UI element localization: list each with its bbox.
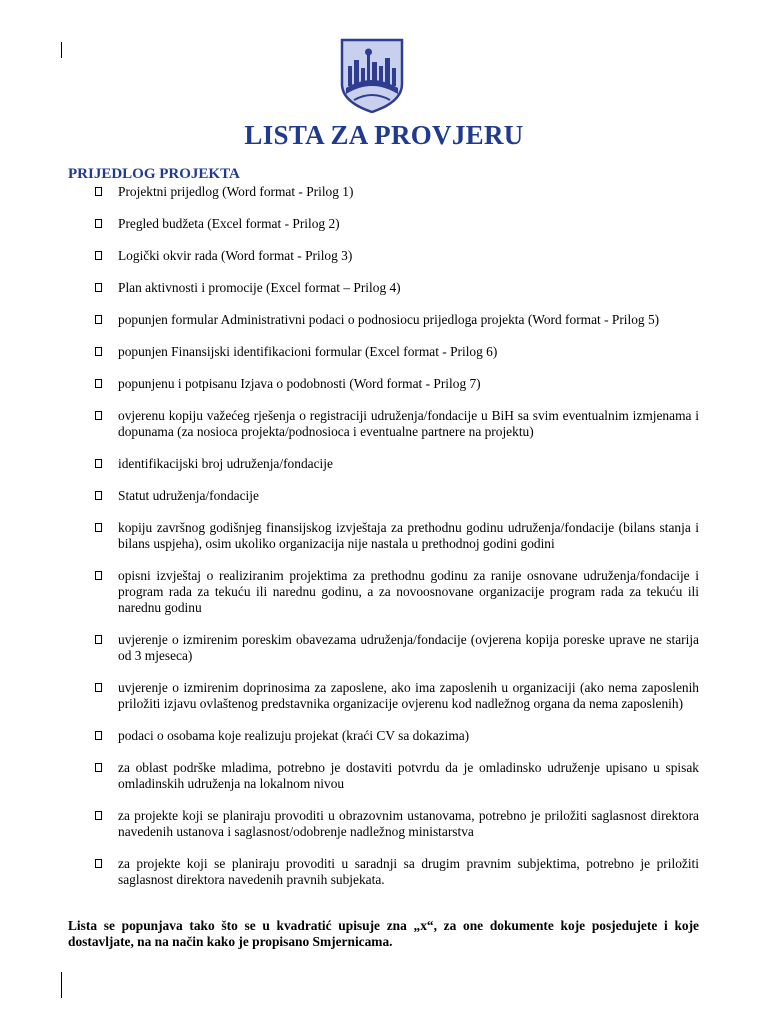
margin-mark-top: [61, 42, 62, 58]
checklist-item: [95, 376, 699, 392]
checklist-item: [95, 184, 699, 200]
checklist-item: [95, 488, 699, 504]
checkbox[interactable]: [95, 283, 102, 292]
margin-mark-bottom: [61, 972, 62, 998]
checklist-item: [95, 216, 699, 232]
checkbox[interactable]: [95, 379, 102, 388]
checklist-item: [95, 568, 699, 616]
checkbox[interactable]: [95, 187, 102, 196]
section-heading: PRIJEDLOG PROJEKTA: [68, 166, 240, 182]
checklist-item: [95, 408, 699, 440]
checklist-item: [95, 728, 699, 744]
footer-note: Lista se popunjava tako što se u kvadratić upisuje zna „x“, za one dokumente koje posjedujete i koje dostavljate, na na način kako je propisano Smjernicama.: [68, 918, 699, 949]
checkbox[interactable]: [95, 251, 102, 260]
checklist-item-label: Projektni prijedlog (Word format - Prilog 1): [118, 184, 354, 199]
checklist-item: [95, 344, 699, 360]
checklist-item-label: identifikacijski broj udruženja/fondacije: [118, 456, 333, 471]
checklist-item: [95, 248, 699, 264]
checklist-item-label: Statut udruženja/fondacije: [118, 488, 259, 503]
checkbox[interactable]: [95, 219, 102, 228]
checkbox[interactable]: [95, 859, 102, 868]
checklist-item-label: za oblast podrške mladima, potrebno je dostaviti potvrdu da je omladinsko udruženje upisano u spisak omladinskih udruženja na lokalnom nivou: [118, 760, 699, 791]
checklist-item: [95, 456, 699, 472]
checklist-item: [95, 760, 699, 792]
checklist-item-label: popunjen Finansijski identifikacioni formular (Excel format - Prilog 6): [118, 344, 498, 359]
checklist-item: [95, 856, 699, 888]
checkbox[interactable]: [95, 411, 102, 420]
checkbox[interactable]: [95, 811, 102, 820]
checkbox[interactable]: [95, 523, 102, 532]
checklist-item: [95, 808, 699, 840]
checklist-item-label: za projekte koji se planiraju provoditi u saradnji sa drugim pravnim subjektima, potrebno je priložiti saglasnost direktora navedenih pravnih subjekata.: [118, 856, 699, 887]
checklist-item: [95, 312, 699, 328]
checklist-item-label: uvjerenje o izmirenim poreskim obavezama udruženja/fondacije (ovjerena kopija poreske uprave ne starija od 3 mjeseca): [118, 632, 699, 663]
checklist-item: [95, 632, 699, 664]
page-title: LISTA ZA PROVJERU: [244, 120, 524, 150]
checkbox[interactable]: [95, 731, 102, 740]
checklist-item-label: popunjenu i potpisanu Izjava o podobnosti (Word format - Prilog 7): [118, 376, 481, 391]
checklist-item: [95, 520, 699, 552]
checklist-item-label: kopiju završnog godišnjeg finansijskog izvještaja za prethodnu godinu udruženja/fondacije (bilans stanja i bilans uspjeha), osim ukoliko organizacija nije nastala u prethodnoj godini godini: [118, 520, 699, 551]
checklist-item-label: podaci o osobama koje realizuju projekat (kraći CV sa dokazima): [118, 728, 470, 743]
checklist-item-label: popunjen formular Administrativni podaci o podnosiocu prijedloga projekta (Word format - Prilog 5): [118, 312, 660, 327]
checklist-item-label: za projekte koji se planiraju provoditi u obrazovnim ustanovama, potrebno je priložiti saglasnost direktora navedenih ustanova i saglasnost/odobrenje nadležnog ministarstva: [118, 808, 699, 839]
checklist-item: [95, 680, 699, 712]
checklist-item-label: Plan aktivnosti i promocije (Excel format – Prilog 4): [118, 280, 401, 295]
checklist-item-label: Logički okvir rada (Word format - Prilog 3): [118, 248, 353, 263]
document-checklist: [95, 184, 699, 888]
checklist-item: [95, 280, 699, 296]
checkbox[interactable]: [95, 763, 102, 772]
checkbox[interactable]: [95, 347, 102, 356]
checklist-item-label: Pregled budžeta (Excel format - Prilog 2): [118, 216, 340, 231]
checkbox[interactable]: [95, 683, 102, 692]
checkbox[interactable]: [95, 635, 102, 644]
checkbox[interactable]: [95, 571, 102, 580]
coat-of-arms-icon: [340, 38, 404, 113]
checkbox[interactable]: [95, 315, 102, 324]
checklist-item-label: uvjerenje o izmirenim doprinosima za zaposlene, ako ima zaposlenih u organizaciji (ako nema zaposlenih priložiti izjavu ovlaštenog predstavnika organizacije ovjerenu kod nadležnog organa da nema zaposlenih): [118, 680, 699, 711]
checklist-item-label: opisni izvještaj o realiziranim projektima za prethodnu godinu za ranije osnovane udruženja/fondacije i program rada za tekuću ili narednu godinu, a za novoosnovane organizacije program rada za tekuću ili narednu godinu: [118, 568, 699, 615]
checklist-item-label: ovjerenu kopiju važećeg rješenja o registraciji udruženja/fondacije u BiH sa svim eventualnim izmjenama i dopunama (za nosioca projekta/podnosioca i eventualne partnere na projektu): [118, 408, 699, 439]
checkbox[interactable]: [95, 491, 102, 500]
checkbox[interactable]: [95, 459, 102, 468]
